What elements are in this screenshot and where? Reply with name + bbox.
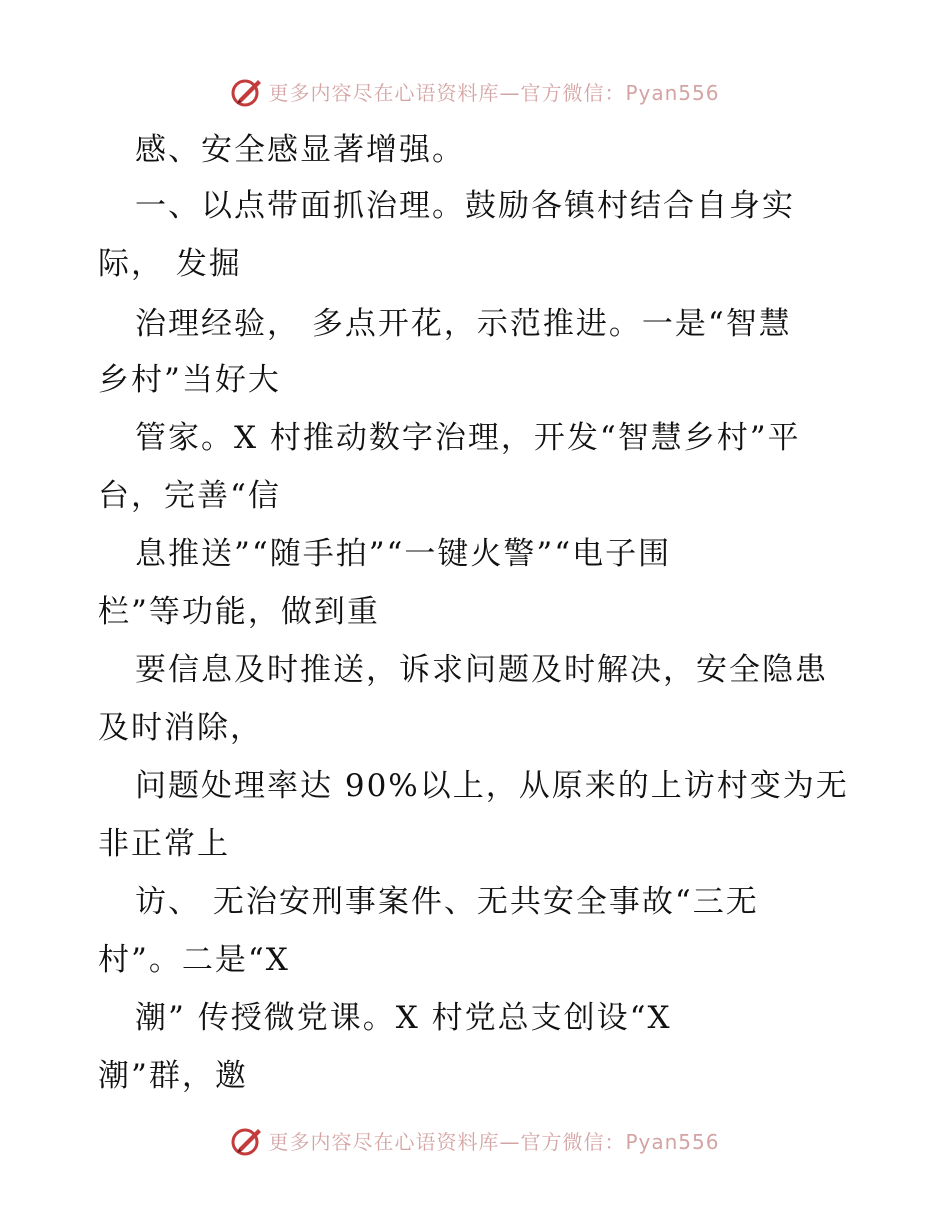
text-line-4: 治理经验， 多点开花，示范推进。一是“智慧 (135, 306, 792, 342)
header-banner (0, 71, 950, 111)
text-line-10: 要信息及时推送，诉求问题及时解决，安全隐患 (135, 652, 828, 688)
text-line-16: 潮” 传授微党课。X 村党总支创设“X (135, 1000, 672, 1036)
text-line-9: 栏”等功能，做到重 (98, 594, 380, 630)
text-line-17: 潮”群，邀 (98, 1058, 248, 1094)
text-line-11: 及时消除， (98, 710, 263, 746)
pen-logo-icon (230, 1123, 264, 1157)
text-line-13: 非正常上 (98, 826, 230, 862)
text-line-8: 息推送”“随手拍”“一键火警”“电子围 (135, 536, 672, 572)
footer-banner-text: 更多内容尽在心语资料库—官方微信：Pyan556 (268, 1129, 720, 1154)
text-line-6: 管家。X 村推动数字治理，开发“智慧乡村”平 (135, 420, 801, 456)
text-line-2: 一、以点带面抓治理。鼓励各镇村结合自身实 (135, 188, 795, 224)
text-line-14: 访、 无治安刑事案件、无共安全事故“三无 (135, 884, 759, 920)
text-line-5: 乡村”当好大 (98, 362, 281, 398)
text-line-12: 问题处理率达 90%以上，从原来的上访村变为无 (135, 768, 849, 804)
footer-banner (0, 1120, 950, 1160)
header-banner-text: 更多内容尽在心语资料库—官方微信：Pyan556 (268, 80, 720, 105)
text-line-1: 感、安全感显著增强。 (135, 132, 465, 168)
text-line-7: 台，完善“信 (98, 478, 281, 514)
pen-logo-icon (230, 74, 264, 108)
text-line-3: 际， 发掘 (98, 246, 242, 282)
text-line-15: 村”。二是“X (98, 942, 290, 978)
